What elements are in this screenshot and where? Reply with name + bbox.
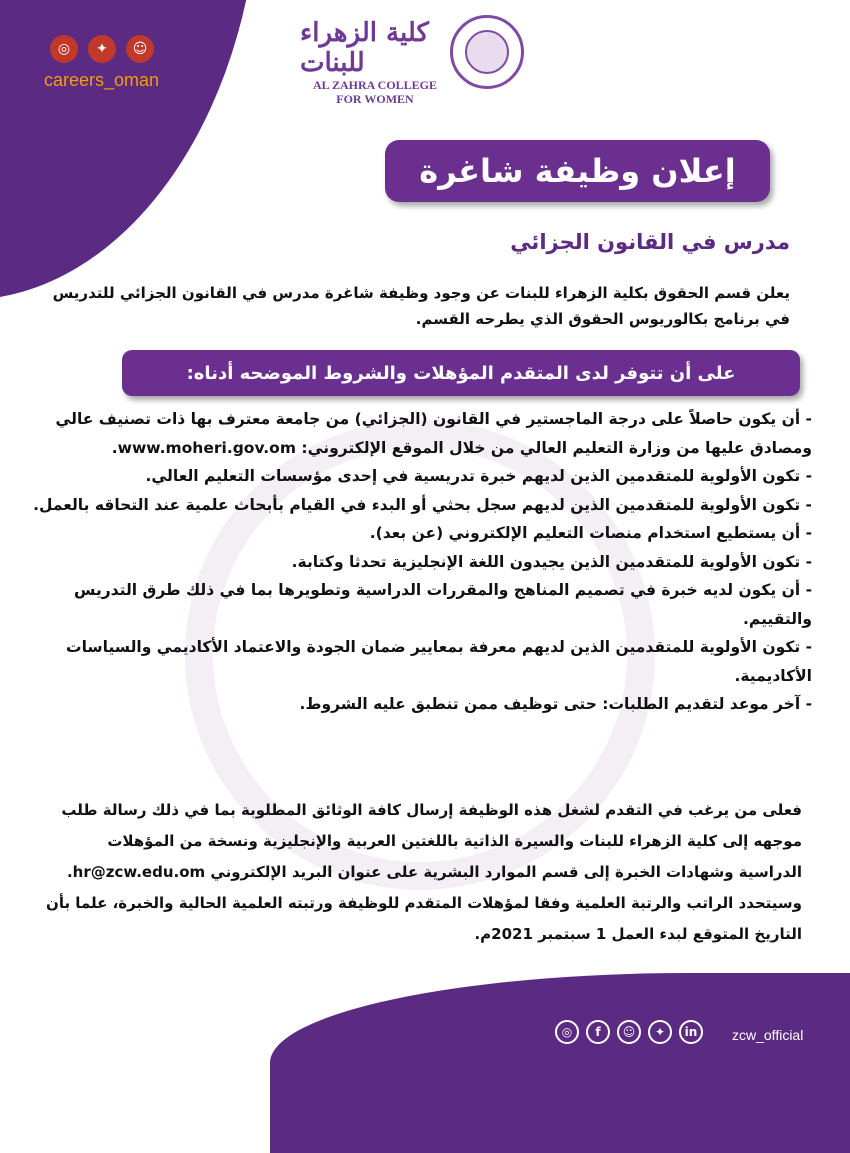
snapchat-icon[interactable]: ☺: [126, 35, 154, 63]
requirement-item: - آخر موعد لتقديم الطلبات: حتى توظيف ممن تنطبق عليه الشروط.: [299, 695, 812, 713]
position-title: مدرس في القانون الجزائي: [510, 230, 790, 254]
twitter-icon[interactable]: ✦: [648, 1020, 672, 1044]
seal-center: [465, 30, 509, 74]
logo-english-line1: AL ZAHRA COLLEGE: [312, 78, 438, 92]
requirement-item: - أن يستطيع استخدام منصات التعليم الإلكتروني (عن بعد).: [369, 524, 812, 542]
instagram-icon[interactable]: ◎: [555, 1020, 579, 1044]
instagram-icon[interactable]: ◎: [50, 35, 78, 63]
logo-arabic-text: كلية الزهراء للبنات: [300, 18, 429, 78]
social-handle-bottom[interactable]: zcw_official: [732, 1027, 804, 1043]
requirements-list: [30, 405, 812, 719]
snapchat-icon[interactable]: ☺: [617, 1020, 641, 1044]
requirement-item: - تكون الأولوية للمتقدمين الذين لديهم خبرة تدريسية في إحدى مؤسسات التعليم العالي.: [145, 467, 812, 485]
college-seal-icon: [450, 15, 524, 89]
social-icons-top: [50, 35, 154, 63]
social-icons-bottom: [555, 1020, 703, 1044]
twitter-icon[interactable]: ✦: [88, 35, 116, 63]
social-handle-top[interactable]: careers_oman: [44, 70, 160, 90]
intro-paragraph: يعلن قسم الحقوق بكلية الزهراء للبنات عن وجود وظيفة شاغرة مدرس في القانون الجزائي للتدريس في برنامج بكالوريوس الحقوق الذي يطرحه القسم.: [52, 284, 790, 328]
college-logo: [300, 18, 450, 106]
requirement-item: - أن يكون لديه خبرة في تصميم المناهج والمقررات الدراسية وتطويرها بما في ذلك طرق التدريس والتقييم.: [74, 581, 812, 628]
linkedin-icon[interactable]: in: [679, 1020, 703, 1044]
closing-paragraph: فعلى من يرغب في التقدم لشغل هذه الوظيفة إرسال كافة الوثائق المطلوبة بما في ذلك رسالة طلب موجهه إلى كلية الزهراء للبنات والسيرة الذاتية باللغتين العربية والإنجليزية ونسخة من المؤهلات الدراسية وشهادات الخبرة إلى قسم الموارد البشرية على عنوان البريد الإلكتروني hr@zcw.edu.om. وسيتحدد الراتب والرتبة العلمية وفقا لمؤهلات المتقدم للوظيفة ورتبته العلمية الحالية والخبرة، علما بأن التاريخ المتوقع لبدء العمل 1 سبتمبر 2021م.: [46, 801, 802, 943]
announcement-title: إعلان وظيفة شاغرة: [385, 140, 770, 202]
requirement-item: - أن يكون حاصلاً على درجة الماجستير في القانون (الجزائي) من جامعة معترف بها ذات تصنيف عالي ومصادق عليها من وزارة التعليم العالي من خلال الموقع الإلكتروني: www.moheri.gov.om.: [55, 410, 812, 457]
corner-shape-bottom-right: [270, 973, 850, 1153]
logo-english-line2: FOR WOMEN: [336, 92, 414, 106]
conditions-heading: على أن تتوفر لدى المتقدم المؤهلات والشروط الموضحه أدناه:: [122, 350, 800, 396]
requirement-item: - تكون الأولوية للمتقدمين الذين يجيدون اللغة الإنجليزية تحدثا وكتابة.: [291, 552, 812, 571]
requirement-item: - تكون الأولوية للمتقدمين الذين لديهم سجل بحثي أو البدء في القيام بأبحاث علمية عند التحاقه بالعمل.: [33, 495, 812, 514]
facebook-icon[interactable]: f: [586, 1020, 610, 1044]
requirement-item: - تكون الأولوية للمتقدمين الذين لديهم معرفة بمعايير ضمان الجودة والاعتماد الأكاديمي والسياسات الأكاديمية.: [66, 638, 812, 685]
